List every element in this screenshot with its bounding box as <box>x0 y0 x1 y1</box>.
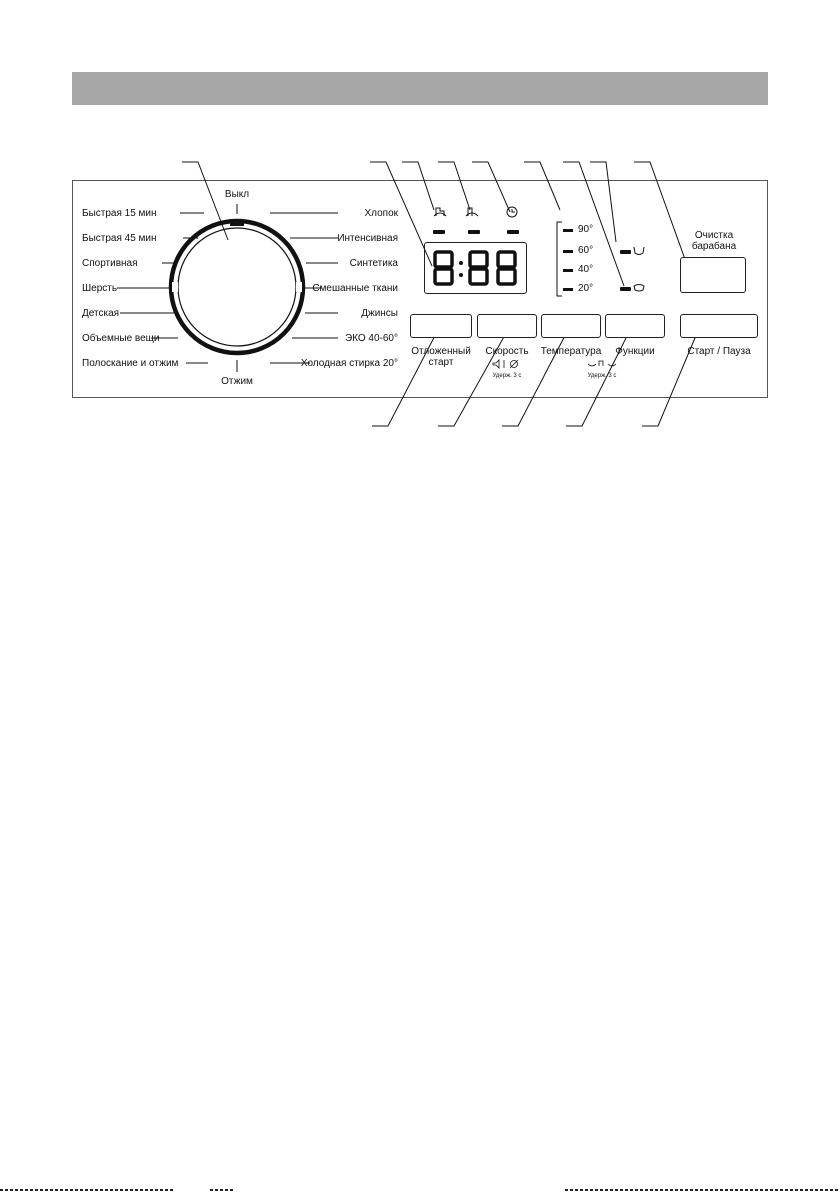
bottom-callout-lines <box>372 326 700 426</box>
temp-label-60: 60° <box>578 245 594 256</box>
program-quick15-label: Быстрая 15 мин <box>82 208 157 219</box>
program-jeans-label: Джинсы <box>361 308 398 319</box>
program-cotton-label: Хлопок <box>364 208 398 219</box>
temp-label-20: 20° <box>578 283 594 294</box>
delay-start-label-line1: Отложенный <box>411 346 471 357</box>
program-baby-label: Детская <box>82 308 120 319</box>
functions-hint-label: Удерж. 3 с <box>587 373 617 379</box>
start-pause-label: Старт / Пауза <box>687 346 751 357</box>
delay-start-button[interactable] <box>410 314 472 338</box>
temp-label-90: 90° <box>578 224 594 235</box>
program-mixed-label: Смешанные ткани <box>312 283 398 294</box>
drum-clean-button[interactable] <box>680 257 746 293</box>
program-eco-label: ЭКО 40-60° <box>344 333 398 344</box>
dial-spin-label: Отжим <box>221 376 253 387</box>
functions-label: Функции <box>615 346 655 357</box>
drum-clean-label-line1: Очистка <box>694 230 734 241</box>
drum-clean-label-line2: барабана <box>691 241 737 252</box>
program-bulky-label: Объемные вещи <box>82 333 160 344</box>
functions-button[interactable] <box>605 314 665 338</box>
speed-button[interactable] <box>477 314 537 338</box>
speed-hint-icons <box>493 360 518 368</box>
program-cold-label: Холодная стирка 20° <box>300 358 398 369</box>
temp-led-20 <box>563 288 573 291</box>
program-sport-label: Спортивная <box>82 258 138 269</box>
program-rinse-spin-label: Полоскание и отжим <box>82 358 179 369</box>
temp-led-90 <box>563 229 573 232</box>
temp-led-60 <box>563 250 573 253</box>
dial-off-label: Выкл <box>224 189 250 200</box>
temp-label-40: 40° <box>578 264 594 275</box>
start-pause-button[interactable] <box>680 314 758 338</box>
temperature-bracket <box>557 222 562 296</box>
speed-hint-label: Удерж. 3 с <box>492 373 522 379</box>
temperature-label: Температура <box>540 346 602 357</box>
display-value <box>425 243 427 244</box>
program-intensive-label: Интенсивная <box>337 233 398 244</box>
speed-label: Скорость <box>485 346 529 357</box>
time-display <box>424 242 527 294</box>
functions-hint-icon <box>588 361 616 366</box>
program-quick45-label: Быстрая 45 мин <box>82 233 157 244</box>
delay-start-label-line2: старт <box>428 357 454 368</box>
segment-digits <box>425 243 528 295</box>
program-synthetic-label: Синтетика <box>349 258 398 269</box>
page-edge-marks <box>0 1188 840 1192</box>
temperature-button[interactable] <box>541 314 601 338</box>
program-wool-label: Шерсть <box>82 283 118 294</box>
temp-led-40 <box>563 269 573 272</box>
